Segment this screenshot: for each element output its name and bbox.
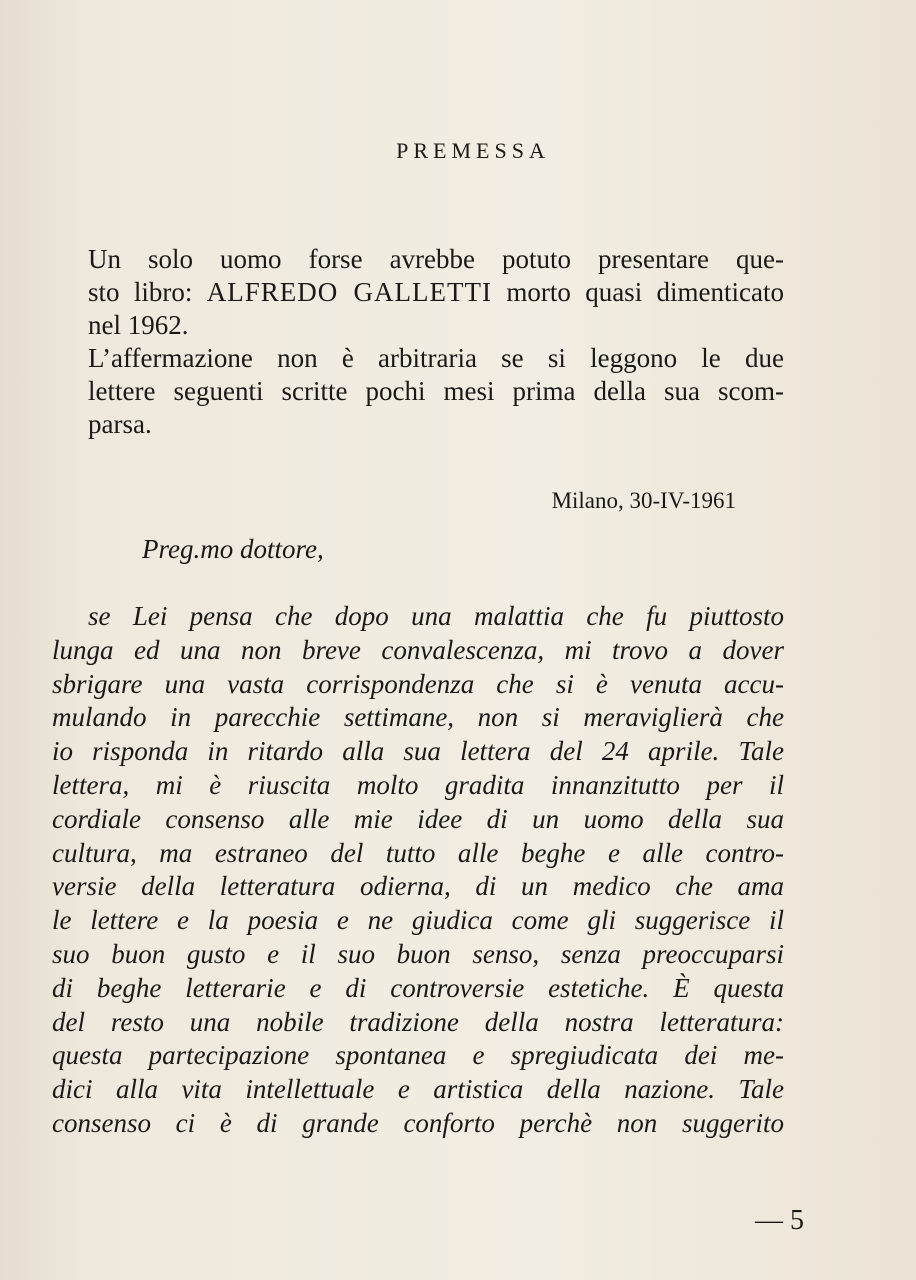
letter-line: sbrigare una vasta corrispondenza che si è venuta accu- (52, 668, 784, 699)
letter-line: suo buon gusto e il suo buon senso, senza preoccuparsi (52, 938, 784, 969)
letter-line: cultura, ma estraneo del tutto alle beghe e alle contro- (52, 837, 784, 868)
letter-line: cordiale consenso alle mie idee di un uomo della sua (52, 803, 784, 834)
letter-salutation: Preg.mo dottore, (142, 534, 324, 564)
page-number: — 5 (755, 1205, 804, 1236)
letter-line: consenso ci è di grande conforto perchè non suggerito (52, 1107, 784, 1138)
intro-line-text: nel 1962. (88, 310, 189, 340)
intro-line (88, 243, 784, 276)
letter-line: lunga ed una non breve convalescenza, mi trovo a dover (52, 634, 784, 665)
intro-line-text: parsa. (88, 409, 152, 439)
intro-text (88, 243, 784, 441)
letter-line: io risponda in ritardo alla sua lettera del 24 aprile. Tale (52, 736, 784, 767)
intro-line-text: L’affermazione non è arbitraria se si leggono le due (88, 343, 784, 373)
letter-line: del resto una nobile tradizione della nostra letteratura: (52, 1006, 784, 1037)
intro-line (88, 375, 784, 408)
intro-line-text: sto libro: (88, 277, 207, 307)
letter-line: mulando in parecchie settimane, non si meraviglierà che (52, 702, 784, 733)
intro-line-text: lettere seguenti scritte pochi mesi prima della sua scom- (88, 376, 784, 406)
intro-line (88, 276, 784, 309)
author-name: ALFREDO GALLETTI (206, 277, 493, 307)
letter-line: dici alla vita intellettuale e artistica della nazione. Tale (52, 1074, 784, 1105)
page-title: PREMESSA (396, 138, 550, 163)
intro-line-text: Un solo uomo forse avrebbe potuto presentare que- (88, 244, 784, 274)
intro-line (88, 342, 784, 375)
letter-date: Milano, 30-IV-1961 (551, 488, 736, 513)
letter-line: lettera, mi è riuscita molto gradita innanzitutto per il (52, 769, 784, 800)
letter-line: le lettere e la poesia e ne giudica come gli suggerisce il (52, 905, 784, 936)
letter-line: versie della letteratura odierna, di un medico che ama (52, 871, 784, 902)
letter-line: se Lei pensa che dopo una malattia che fu piuttosto (88, 601, 784, 631)
intro-line-text: morto quasi dimenticato (492, 277, 784, 307)
letter-body (52, 600, 784, 1141)
letter-line: di beghe letterarie e di controversie estetiche. È questa (52, 972, 784, 1003)
intro-line (88, 309, 784, 342)
intro-line (88, 408, 784, 441)
letter-line: questa partecipazione spontanea e spregiudicata dei me- (52, 1040, 784, 1071)
